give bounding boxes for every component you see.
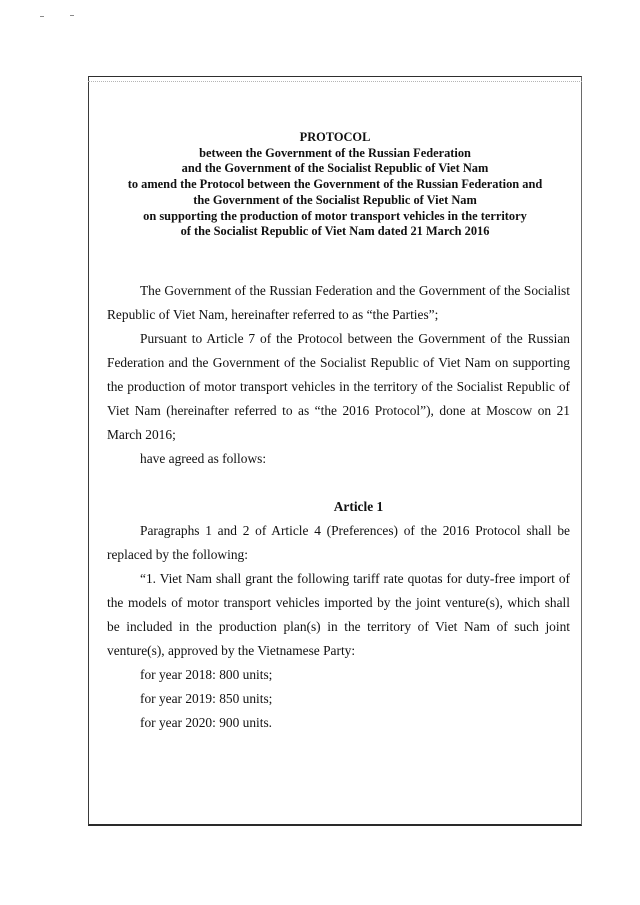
article-paragraph: Paragraphs 1 and 2 of Article 4 (Preferences) of the 2016 Protocol shall be replaced by the following: bbox=[107, 523, 570, 562]
article-paragraph: “1. Viet Nam shall grant the following tariff rate quotas for duty-free import of the models of motor transport vehicles imported by the joint venture(s), which shall be included in the production plan(s) in the territory of Viet Nam of such joint venture(s), approved by the Vietnamese Party: bbox=[107, 571, 570, 658]
preamble-paragraph: have agreed as follows: bbox=[140, 451, 267, 466]
protocol-title: PROTOCOL bbox=[299, 130, 371, 144]
heading-line: the Government of the Socialist Republic of Viet Nam bbox=[193, 192, 477, 207]
heading-line: on supporting the production of motor transport vehicles in the territory bbox=[143, 208, 527, 223]
quota-item: for year 2019: 850 units; bbox=[140, 691, 273, 706]
heading-line: to amend the Protocol between the Government of the Russian Federation and bbox=[127, 177, 543, 192]
page-border-inner-line bbox=[88, 81, 582, 82]
scan-mark bbox=[70, 15, 74, 16]
document-body bbox=[107, 279, 570, 735]
quota-item: for year 2020: 900 units. bbox=[140, 715, 273, 730]
heading-line: and the Government of the Socialist Republic of Viet Nam bbox=[181, 161, 489, 176]
protocol-heading bbox=[95, 130, 575, 240]
article-title: Article 1 bbox=[333, 499, 384, 514]
quota-item: for year 2018: 800 units; bbox=[140, 667, 273, 682]
heading-line: of the Socialist Republic of Viet Nam dated 21 March 2016 bbox=[180, 224, 490, 239]
preamble-paragraph: Pursuant to Article 7 of the Protocol between the Government of the Russian Federation and the Government of the Socialist Republic of Viet Nam on supporting the production of motor transport vehicles in the territory of the Socialist Republic of Viet Nam (hereinafter referred to as “the 2016 Protocol”), done at Moscow on 21 March 2016; bbox=[107, 331, 570, 442]
heading-line: between the Government of the Russian Federation bbox=[199, 145, 471, 160]
preamble-paragraph: The Government of the Russian Federation and the Government of the Socialist Republic of Viet Nam, hereinafter referred to as “the Parties”; bbox=[107, 283, 570, 322]
scan-mark bbox=[40, 16, 44, 17]
